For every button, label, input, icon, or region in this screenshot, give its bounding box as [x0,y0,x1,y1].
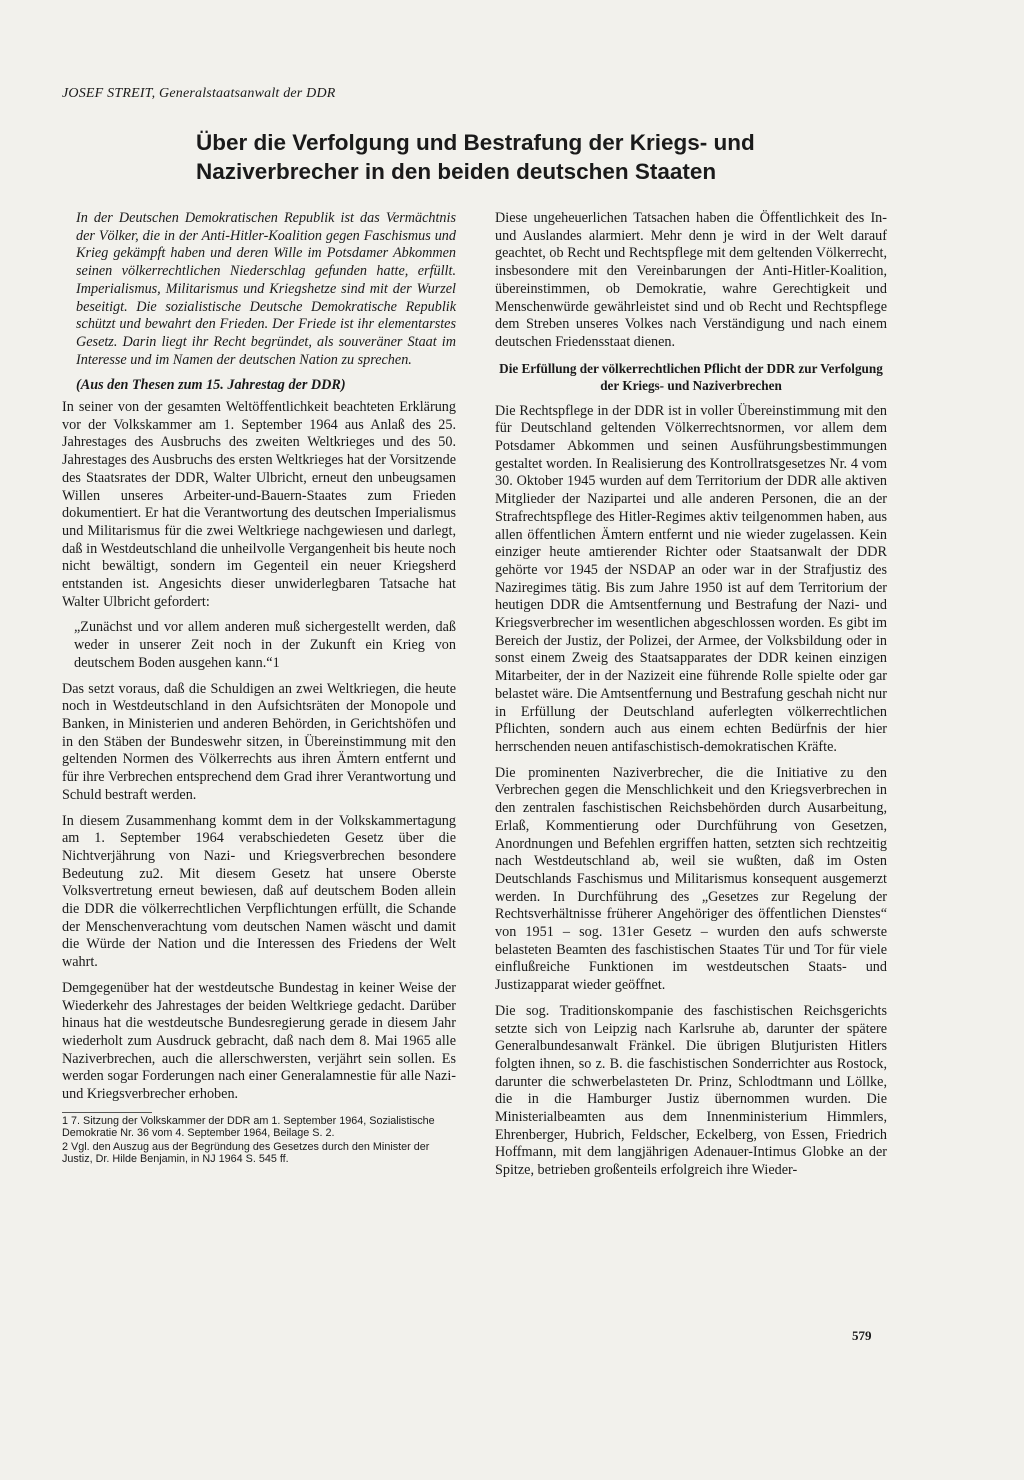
paragraph: Die Rechtspflege in der DDR ist in voller Übereinstimmung mit den für Deutschland geltenden Völkerrechtsnormen, vor allem dem Potsdamer Abkommen und seinen Ausführungsbestimmungen gestaltet worden. In Realisierung des Kontrollratsgesetzes Nr. 4 vom 30. Oktober 1945 wurden auf dem Territorium der DDR alle aktiven Mitglieder der Nazipartei und alle anderen Personen, die an der Strafrechtspflege des Hitler-Regimes aktiv teilgenommen haben, aus allen öffentlichen Ämtern entfernt und nie wieder zugelassen. Kein einziger heute amtierender Richter oder Staatsanwalt der DDR gehörte vor 1945 der NSDAP an oder war in der Strafjustiz des Naziregimes tätig. Bis zum Jahre 1950 ist auf dem Territorium der heutigen DDR die Amtsentfernung und Bestrafung der Nazi- und Kriegsverbrecher im wesentlichen abgeschlossen worden. Es gibt im Bereich der Justiz, der Polizei, der Armee, der Volksbildung oder in sonst einem Zweig des Staatsapparates der DDR keinen einzigen Mitarbeiter, der in der Nazizeit eine führende Rolle spielte oder gar belastet wäre. Die Amtsentfernung und Bestrafung geschah nicht nur in Erfüllung der Deutschland auferlegten völkerrechtlichen Pflichten, sondern auch aus einem echten Bedürfnis der hier herrschenden neuen antifaschistisch-demokratischen Kräfte. [495,402,887,755]
title-line-2: Naziverbrecher in den beiden deutschen Staaten [196,159,717,184]
paragraph: In seiner von der gesamten Weltöffentlichkeit beachteten Erklärung vor der Volkskammer am 1. September 1964 aus Anlaß des 25. Jahrestages des Ausbruchs des zweiten Weltkrieges und des 50. Jahrestages des Ausbruchs des ersten Weltkrieges hat der Vorsitzende des Staatsrates der DDR, Walter Ulbricht, erneut den unbeugsamen Willen unseres Arbeiter-und-Bauern-Staates zum Frieden dokumentiert. Er hat die Verantwortung des deutschen Imperialismus und Militarismus für die zwei Weltkriege nachgewiesen und darlegt, daß in Westdeutschland die unheilvolle Vergangenheit bis heute noch nicht bewältigt, sondern im Gegenteil ein neuer Kriegsherd entstanden ist. Angesichts dieser unwiderlegbaren Tatsache hat Walter Ulbricht gefordert: [62,399,456,610]
paragraph: Demgegenüber hat der westdeutsche Bundestag in keiner Weise der Wiederkehr des Jahrestages der beiden Weltkriege gedacht. Darüber hinaus hat die westdeutsche Bundesregierung gerade in diesem Jahr wiederholt zum Ausdruck gebracht, daß nach dem 8. Mai 1965 alle Naziverbrechen, auch die allerschwersten, verjährt sein sollen. Es werden sogar Forderungen nach einer Generalamnestie für alle Nazi- und Kriegsverbrecher erhoben. [62,979,456,1103]
paragraph: Die sog. Traditionskompanie des faschistischen Reichsgerichts setzte sich von Leipzig nach Karlsruhe ab, darunter der spätere Generalbundesanwalt Fränkel. Die übrigen Blutjuristen Hitlers folgten ihnen, so z. B. die faschistischen Sonderrichter aus Rostock, darunter die schwerbelasteten Dr. Prinz, Schlodtmann und Löllke, die in die Hamburger Justiz übernommen wurden. Die Ministerialbeamten aus dem Innenministerium Himmlers, Ehrenberger, Hubrich, Feldscher, Eckelberg, von Essen, Friedrich Hoffmann, mit dem langjährigen Adenauer-Intimus Globke an der Spitze, betrieben großenteils erfolgreich ihre Wieder- [495,1002,887,1179]
paragraph: In diesem Zusammenhang kommt dem in der Volkskammertagung am 1. September 1964 verabschiedeten Gesetz über die Nichtverjährung von Nazi- und Kriegsverbrechen besondere Bedeutung zu2. Mit diesem Gesetz hat unsere Oberste Volksvertretung erneut bewiesen, daß auf deutschem Boden allein die DDR die völkerrechtlichen Verpflichtungen erfüllt, die Schande der Menschenverachtung vom deutschen Namen wäscht und damit die Würde der Nation und die Interessen des Friedens der Welt wahrt. [62,812,456,971]
section-heading: Die Erfüllung der völkerrechtlichen Pflicht der DDR zur Verfolgung der Kriegs- und Naziverbrechen [499,360,883,394]
paragraph: Das setzt voraus, daß die Schuldigen an zwei Weltkriegen, die heute noch in Westdeutschland in den Aufsichtsräten der Monopole und Banken, in Ministerien und anderen Behörden, in Gerichtshöfen und in den Stäben der Bundeswehr sitzen, in Übereinstimmung mit den geltenden Normen des Völkerrechts aus ihren Ämtern entfernt und für ihre Verbrechen entsprechend dem Grad ihrer Verantwortung und Schuld bestraft werden. [62,680,456,803]
author-line: JOSEF STREIT, Generalstaatsanwalt der DDR [62,86,336,101]
abstract-quote: In der Deutschen Demokratischen Republik ist das Vermächtnis der Völker, die in der Anti-Hitler-Koalition gegen Faschismus und Krieg gekämpft haben und deren Wille im Potsdamer Abkommen seinen völkerrechtlichen Niederschlag gefunden hatte, erfüllt. Imperialismus, Militarismus und Kriegshetze sind mit der Wurzel beseitigt. Die sozialistische Deutsche Demokratische Republik schützt und bewahrt den Frieden. Der Friede ist ihr elementarstes Gesetz. Darin liegt ihr Recht begründet, als souveräner Staat im Interesse und im Namen der deutschen Nation zu sprechen. [76,210,456,368]
footnote-1: 1 7. Sitzung der Volkskammer der DDR am 1. September 1964, Sozialistische Demokratie Nr. 36 vom 4. September 1964, Beilage S. 2. [62,1114,435,1140]
footnotes [62,1115,456,1166]
page-number: 579 [852,1328,872,1343]
paragraph: Diese ungeheuerlichen Tatsachen haben die Öffentlichkeit des In- und Auslandes alarmiert. Mehr denn je wird in der Welt darauf geachtet, ob Recht und Rechtspflege mit dem geltenden Völkerrecht, insbesondere mit den Vereinbarungen der Anti-Hitler-Koalition, übereinstimmen, ob Demokratie, wahre Gerechtigkeit und Menschenwürde gewährleistet sind und ob Recht und Rechtspflege dem Streben unseres Volkes nach Verständigung und nach einem deutschen Friedensstaat dienen. [495,210,887,350]
article-title [196,128,896,186]
paragraph: Die prominenten Naziverbrecher, die die Initiative zu den Verbrechen gegen die Menschlichkeit und den Kriegsverbrechen in den zentralen faschistischen Reichsbehörden durch Ausarbeitung, Erlaß, Kommentierung oder Durchführung von Gesetzen, Anordnungen und Befehlen ergriffen hatten, setzten sich rechtzeitig nach Westdeutschland ab, weil sie wußten, daß im Osten Deutschlands Faschismus und Militarismus konsequent ausgemerzt werden. In Durchführung des „Gesetzes zur Regelung der Rechtsverhältnisse früherer Angehöriger des öffentlichen Dienstes“ von 1951 – sog. 131er Gesetz – wurden den aufs schwerste belasteten Beamten des faschistischen Staates Tür und Tor für viele einflußreiche Funktionen im westdeutschen Staats- und Justizapparat wieder geöffnet. [495,764,887,994]
footnote-divider [62,1112,152,1113]
footnote-2: 2 Vgl. den Auszug aus der Begründung des Gesetzes durch den Minister der Justiz, Dr. Hilde Benjamin, in NJ 1964 S. 545 ff. [62,1140,430,1166]
left-column [62,210,456,1167]
title-line-1: Über die Verfolgung und Bestrafung der Kriegs- und [196,130,755,155]
ulbricht-quote: „Zunächst und vor allem anderen muß sichergestellt werden, daß weder in unserer Zeit noch in der Zukunft ein Krieg von deutschem Boden ausgehen kann.“1 [74,619,456,671]
abstract-source: (Aus den Thesen zum 15. Jahrestag der DDR) [76,377,346,394]
right-column [495,210,887,1188]
